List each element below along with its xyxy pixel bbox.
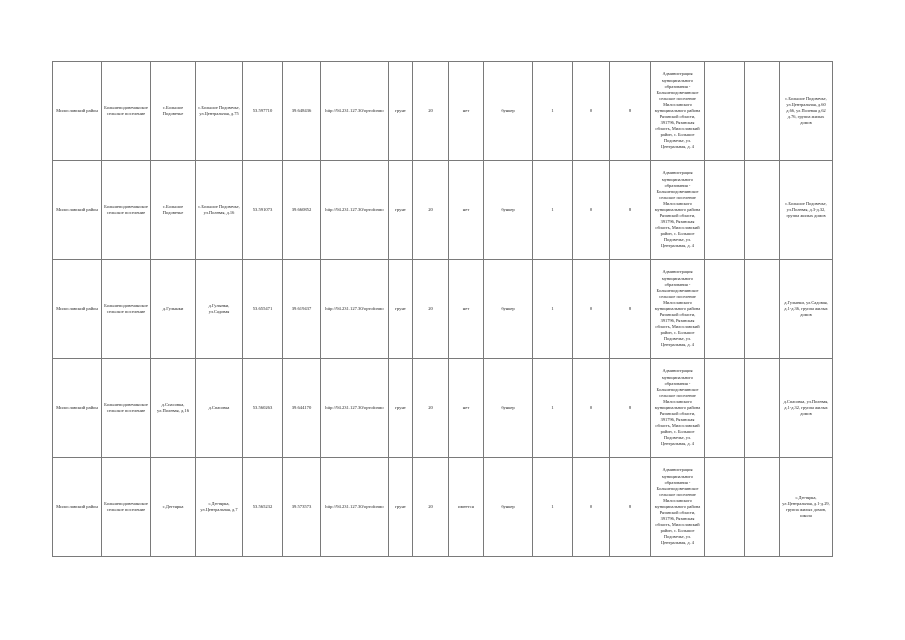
village-cell: с.Дегтярка	[151, 458, 196, 557]
settlement-cell: Большеподовечинское сельское поселение	[102, 62, 151, 161]
surface-cell: грунт	[389, 62, 413, 161]
settlement-cell: Большеподовечинское сельское поселение	[102, 458, 151, 557]
planned-count-cell: 0	[573, 161, 610, 260]
container-type-cell: бункер	[484, 359, 533, 458]
empty-cell	[705, 359, 745, 458]
address-cell: д.Спасовка	[196, 359, 243, 458]
empty-cell	[745, 260, 780, 359]
link-cell: http://94.231.127.30/ортofизмo	[321, 161, 389, 260]
waste-sources-cell: д.Гулынки, ул.Садовая, д.1-д.36, группа жилых домов	[780, 260, 833, 359]
link-cell: http://94.231.127.30/ортofизмo	[321, 62, 389, 161]
longitude-cell: 39.648436	[283, 62, 321, 161]
empty-cell	[705, 62, 745, 161]
surface-cell: грунт	[389, 260, 413, 359]
link-cell: http://94.231.127.30/ортofизмo	[321, 359, 389, 458]
container-type-cell: бункер	[484, 458, 533, 557]
container-type-cell: бункер	[484, 62, 533, 161]
waste-sources-cell: с.Большое Подовечье, ул.Полевая, д.3-д.32, группа жилых домов	[780, 161, 833, 260]
district-cell: Милославский район	[53, 62, 102, 161]
settlement-cell: Большеподовечинское сельское поселение	[102, 359, 151, 458]
district-cell: Милославский район	[53, 359, 102, 458]
link-cell: http://94.231.127.30/ортofизмo	[321, 458, 389, 557]
table-row	[53, 359, 833, 458]
empty-cell	[745, 161, 780, 260]
owner-cell: Администрация муниципального образования - Большеподовечинское сельское поселение Милославского муниципального района Рязанской области, 391796, Рязанская область, Милославский район, с. Большое Подовечье, ул. Центральная, д. 4	[651, 458, 705, 557]
empty-cell	[705, 260, 745, 359]
area-cell: 20	[413, 359, 449, 458]
latitude-cell: 53.597710	[243, 62, 283, 161]
fence-cell: нет	[449, 359, 484, 458]
latitude-cell: 53.560263	[243, 359, 283, 458]
waste-sources-cell: д.Спасовка, ул.Полевая, д.1-д.32, группа жилых домов	[780, 359, 833, 458]
volume-cell: 8	[610, 458, 651, 557]
planned-count-cell: 0	[573, 62, 610, 161]
fence-cell: нет	[449, 62, 484, 161]
longitude-cell: 39.660852	[283, 161, 321, 260]
village-cell: д.Спасовка, ул.Полевая, д.16	[151, 359, 196, 458]
containers-count-cell: 1	[533, 458, 573, 557]
longitude-cell: 39.644170	[283, 359, 321, 458]
owner-cell: Администрация муниципального образования - Большеподовечинское сельское поселение Милославского муниципального района Рязанской области, 391796, Рязанская область, Милославский район, с. Большое Подовечье, ул. Центральная, д. 4	[651, 359, 705, 458]
settlement-cell: Большеподовечинское сельское поселение	[102, 260, 151, 359]
empty-cell	[705, 161, 745, 260]
planned-count-cell: 0	[573, 458, 610, 557]
table-row	[53, 62, 833, 161]
volume-cell: 8	[610, 161, 651, 260]
surface-cell: грунт	[389, 161, 413, 260]
table-row	[53, 458, 833, 557]
address-cell: с.Большое Подовечье, ул.Полевая, д.16	[196, 161, 243, 260]
address-cell: с.Дегтярка, ул.Центральная, д.7	[196, 458, 243, 557]
surface-cell: грунт	[389, 359, 413, 458]
containers-count-cell: 1	[533, 359, 573, 458]
volume-cell: 8	[610, 62, 651, 161]
waste-sources-cell: с.Дегтярка, ул.Центральная, д.1-д.29, группа жилых домов, школа	[780, 458, 833, 557]
owner-cell: Администрация муниципального образования - Большеподовечинское сельское поселение Милославского муниципального района Рязанской области, 391796, Рязанская область, Милославский район, с. Большое Подовечье, ул. Центральная, д. 4	[651, 260, 705, 359]
planned-count-cell: 0	[573, 260, 610, 359]
containers-count-cell: 1	[533, 161, 573, 260]
longitude-cell: 39.573573	[283, 458, 321, 557]
data-table	[52, 61, 833, 557]
empty-cell	[705, 458, 745, 557]
settlement-cell: Большеподовечинское сельское поселение	[102, 161, 151, 260]
table-row	[53, 260, 833, 359]
district-cell: Милославский район	[53, 161, 102, 260]
empty-cell	[745, 359, 780, 458]
address-cell: с.Большое Подовечье, ул.Центральная, д.75	[196, 62, 243, 161]
village-cell: д.Гулынки	[151, 260, 196, 359]
fence-cell: нет	[449, 161, 484, 260]
fence-cell: нет	[449, 260, 484, 359]
waste-sources-cell: с.Большое Подовечье, ул.Центральная, д.60 д.66, ул.Полевая д.62 д.76, группа жилых домов	[780, 62, 833, 161]
volume-cell: 8	[610, 359, 651, 458]
longitude-cell: 39.619437	[283, 260, 321, 359]
table-row	[53, 161, 833, 260]
address-cell: д.Гулынки, ул.Садовая	[196, 260, 243, 359]
owner-cell: Администрация муниципального образования - Большеподовечинское сельское поселение Милославского муниципального района Рязанской области, 391796, Рязанская область, Милославский район, с. Большое Подовечье, ул. Центральная, д. 4	[651, 62, 705, 161]
container-type-cell: бункер	[484, 260, 533, 359]
area-cell: 20	[413, 260, 449, 359]
village-cell: с.Большое Подовечье	[151, 62, 196, 161]
district-cell: Милославский район	[53, 458, 102, 557]
area-cell: 20	[413, 458, 449, 557]
latitude-cell: 53.591073	[243, 161, 283, 260]
containers-count-cell: 1	[533, 62, 573, 161]
village-cell: с.Большое Подовечье	[151, 161, 196, 260]
district-cell: Милославский район	[53, 260, 102, 359]
latitude-cell: 53.565232	[243, 458, 283, 557]
area-cell: 20	[413, 161, 449, 260]
planned-count-cell: 0	[573, 359, 610, 458]
owner-cell: Администрация муниципального образования - Большеподовечинское сельское поселение Милославского муниципального района Рязанской области, 391796, Рязанская область, Милославский район, с. Большое Подовечье, ул. Центральная, д. 4	[651, 161, 705, 260]
container-type-cell: бункер	[484, 161, 533, 260]
latitude-cell: 53.655471	[243, 260, 283, 359]
volume-cell: 8	[610, 260, 651, 359]
area-cell: 20	[413, 62, 449, 161]
fence-cell: имеется	[449, 458, 484, 557]
link-cell: http://94.231.127.30/ортofизмo	[321, 260, 389, 359]
empty-cell	[745, 458, 780, 557]
containers-count-cell: 1	[533, 260, 573, 359]
empty-cell	[745, 62, 780, 161]
surface-cell: грунт	[389, 458, 413, 557]
